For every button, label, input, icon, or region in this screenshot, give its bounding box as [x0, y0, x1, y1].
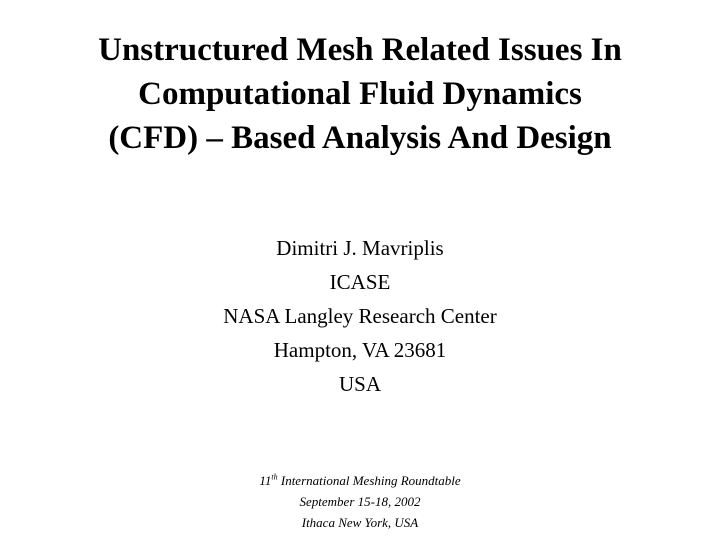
event-name: [0, 470, 720, 491]
author-name: Dimitri J. Mavriplis: [276, 236, 444, 260]
slide-title: [0, 28, 720, 160]
event-location: Ithaca New York, USA: [301, 515, 419, 530]
title-line-3: (CFD) – Based Analysis And Design: [108, 120, 612, 156]
event-title: International Meshing Roundtable: [277, 473, 461, 488]
author-country: USA: [338, 372, 381, 396]
author-affiliation-icase: ICASE: [329, 270, 391, 294]
event-ordinal-suffix: th: [271, 472, 278, 482]
author-block: [0, 231, 720, 401]
title-line-2: Computational Fluid Dynamics: [138, 76, 582, 112]
title-line-1: Unstructured Mesh Related Issues In: [98, 32, 622, 68]
author-address: Hampton, VA 23681: [273, 338, 447, 362]
event-block: [0, 470, 720, 533]
event-ordinal-number: 11: [259, 473, 272, 488]
author-affiliation-nasa: NASA Langley Research Center: [223, 304, 497, 328]
event-dates: September 15-18, 2002: [299, 494, 421, 509]
